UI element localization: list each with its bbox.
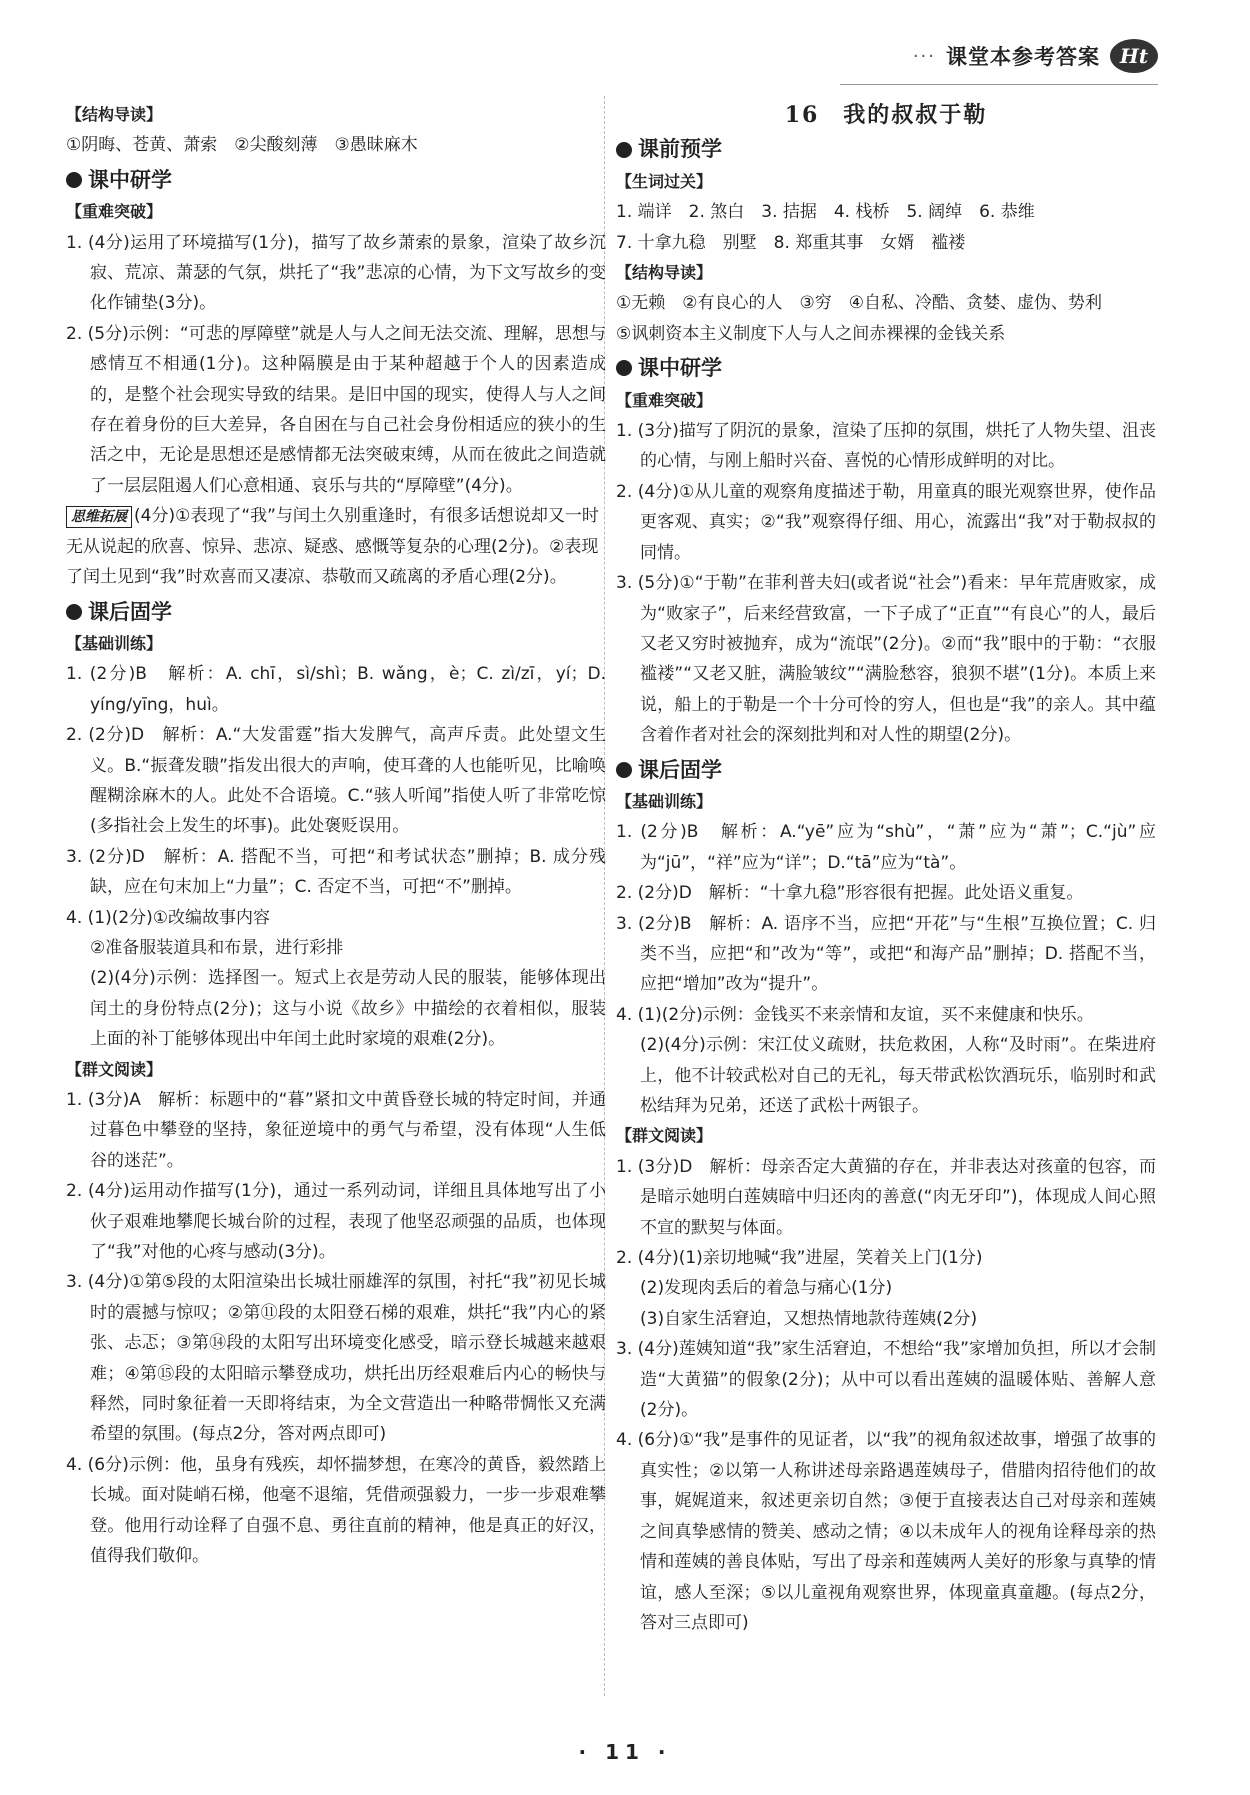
- answer-item: 2. (2分)D 解析：A.“大发雷霆”指大发脾气，高声斥责。此处望文生义。B.“振聋发聩”指发出很大的声响，使耳聋的人也能听见，比喻唤醒糊涂麻木的人。此处不合语境。C.“骇人听闻”指使人听了非常吃惊(多指社会上发生的坏事)。此处褒贬误用。: [66, 725, 606, 837]
- answer-item: 3. (4分)莲姨知道“我”家生活窘迫，不想给“我”家增加负担，所以才会制造“大黄猫”的假象(2分)；从中可以看出莲姨的温暖体贴、善解人意(2分)。: [616, 1339, 1156, 1421]
- answer-item: 2. (2分)D 解析：“十拿九稳”形容很有把握。此处语义重复。: [616, 883, 1084, 904]
- answer-item: 3. (2分)D 解析：A. 搭配不当，可把“和考试状态”删掉；B. 成分残缺，应在句末加上“力量”；C. 否定不当，可把“不”删掉。: [66, 846, 606, 898]
- answer-item: 4. (6分)①“我”是事件的见证者，以“我”的视角叙述故事，增强了故事的真实性；②以第一人称讲述母亲路遇莲姨母子，借腊肉招待他们的故事，娓娓道来，叙述更亲切自然；③便于直接表达自己对母亲和莲姨之间真挚感情的赞美、感动之情；④以未成年人的视角诠释母亲的热情和莲姨的善良体贴，写出了母亲和莲姨两人美好的形象与真挚的情谊，感人至深；⑤以儿童视角观察世界，体现童真童趣。(每点2分，答对三点即可): [616, 1430, 1156, 1633]
- answer-sub: (2)(4分)示例：宋江仗义疏财，扶危救困，人称“及时雨”。在柴进府上，他不计较武松对自己的无礼，每天带武松饮酒玩乐，临别时和武松结拜为兄弟，还送了武松十两银子。: [640, 1035, 1156, 1116]
- bullet-icon: [616, 360, 632, 376]
- bullet-icon: [616, 762, 632, 778]
- answer-item: 3. (4分)①第⑤段的太阳渲染出长城壮丽雄浑的氛围，衬托“我”初见长城时的震撼与惊叹；②第⑪段的太阳登石梯的艰难，烘托“我”内心的紧张、忐忑；③第⑭段的太阳写出环境变化感受，暗示登长城越来越艰难；④第⑮段的太阳暗示攀登成功，烘托出历经艰难后内心的畅快与释然，同时象征着一天即将结束，为全文营造出一种略带惆怅又充满希望的氛围。(每点2分，答对两点即可): [66, 1272, 606, 1445]
- header-dots: ···: [912, 45, 936, 67]
- answer-item: 2. (5分)示例：“可悲的厚障壁”就是人与人之间无法交流、理解，思想与感情互不相通(1分)。这种隔膜是由于某种超越于个人的因素造成的，是整个社会现实导致的结果。是旧中国的现实，使得人与人之间存在着身份的巨大差异，各自困在与自己社会身份相适应的狭小的生活之中，无论是思想还是感情都无法突破束缚，从而在彼此之间造就了一层层阻遏人们心意相通、哀乐与共的“厚障壁”(4分)。: [66, 323, 606, 496]
- section-title: 课后固学: [638, 757, 722, 782]
- left-column: [66, 100, 606, 1572]
- answer-item: 2. (4分)运用动作描写(1分)，通过一系列动词，详细且具体地写出了小伙子艰难地攀爬长城台阶的过程，表现了他坚忍顽强的品质，也体现了“我”对他的心疼与感动(3分)。: [66, 1181, 606, 1263]
- struct-text: ⑤讽刺资本主义制度下人与人之间赤裸裸的金钱关系: [616, 323, 1006, 344]
- section-heading: [616, 353, 1156, 383]
- answer-item: 1. (3分)D 解析：母亲否定大黄猫的存在，并非表达对孩童的包容，而是暗示她明白莲姨暗中归还肉的善意(“肉无牙印”)，体现成人间心照不宣的默契与体面。: [616, 1156, 1156, 1238]
- jichu-tag: 【基础训练】: [616, 791, 713, 811]
- section-heading: [616, 134, 1156, 164]
- answer-sub: ②准备服装道具和布景，进行彩排: [90, 937, 344, 958]
- answer-sub: (2)(4分)示例：选择图一。短式上衣是劳动人民的服装，能够体现出闰土的身份特点(2分)；这与小说《故乡》中描绘的衣着相似，服装上面的补丁能够体现出中年闰土此时家境的艰难(2分)。: [90, 968, 606, 1050]
- bullet-icon: [66, 604, 82, 620]
- qunwen-tag: 【群文阅读】: [616, 1126, 713, 1146]
- section-title: 课中研学: [638, 356, 722, 381]
- page-number: · 11 ·: [578, 1740, 672, 1764]
- answer-item: 1. (4分)运用了环境描写(1分)，描写了故乡萧索的景象，渲染了故乡沉寂、荒凉、萧瑟的气氛，烘托了“我”悲凉的心情，为下文写故乡的变化作铺垫(3分)。: [66, 232, 606, 314]
- answer-item: 2. (4分)①从儿童的观察角度描述于勒，用童真的眼光观察世界，使作品更客观、真实；②“我”观察得仔细、用心，流露出“我”对于勒叔叔的同情。: [616, 481, 1156, 563]
- right-column: [616, 100, 1156, 1638]
- page-header: [913, 36, 1158, 76]
- header-title: 课堂本参考答案: [946, 45, 1100, 69]
- answer-item: 3. (5分)①“于勒”在菲利普夫妇(或者说“社会”)看来：早年荒唐败家，成为“败家子”，后来经营致富，一下子成了“正直”“有良心”的人，最后又老又穷时被抛弃，成为“流氓”(2分)。②而“我”眼中的于勒：“衣服褴褛”“又老又脏，满脸皱纹”“满脸愁容，狼狈不堪”(1分)。本质上来说，船上的于勒是一个十分可怜的穷人，但也是“我”的亲人。其中蕴含着作者对社会的深刻批判和对人性的期望(2分)。: [616, 573, 1156, 746]
- answer-sub: (2)发现肉丢后的着急与痛心(1分): [640, 1278, 893, 1299]
- struct-text: ①阴晦、苍黄、萧索 ②尖酸刻薄 ③愚昧麻木: [66, 135, 418, 156]
- brand-logo: Ht: [1110, 39, 1158, 73]
- section-heading: [66, 165, 606, 195]
- answer-item: 4. (6分)示例：他，虽身有残疾，却怀揣梦想，在寒冷的黄昏，毅然踏上长城。面对陡峭石梯，他毫不退缩，凭借顽强毅力，一步一步艰难攀登。他用行动诠释了自强不息、勇往直前的精神，他是真正的好汉，值得我们敬仰。: [66, 1454, 606, 1567]
- struct-text: ①无赖 ②有良心的人 ③穷 ④自私、冷酷、贪婪、虚伪、势利: [616, 293, 1102, 314]
- answer-item: 4. (1)(2分)①改编故事内容: [66, 907, 271, 928]
- qunwen-tag: 【群文阅读】: [66, 1059, 163, 1079]
- header-rule: [840, 84, 1158, 85]
- section-title: 课后固学: [88, 599, 172, 624]
- answer-item: 4. (1)(2分)示例：金钱买不来亲情和友谊，买不来健康和快乐。: [616, 1004, 1094, 1025]
- answer-item: 1. (2分)B 解析：A. chī，sì/shì；B. wǎng，è；C. zì/zī，yí；D. yíng/yīng，huì。: [66, 664, 606, 715]
- struct-tag: 【结构导读】: [66, 105, 163, 124]
- vocab-line: 1. 端详 2. 煞白 3. 拮据 4. 栈桥 5. 阔绰 6. 恭维: [616, 202, 1035, 223]
- siwei-tag: 思维拓展: [66, 506, 132, 528]
- answer-item: 2. (4分)(1)亲切地喊“我”进屋，笑着关上门(1分): [616, 1248, 983, 1269]
- bullet-icon: [616, 142, 632, 158]
- section-title: 课中研学: [88, 167, 172, 192]
- zhongnan-tag: 【重难突破】: [616, 390, 713, 410]
- section-heading: [66, 597, 606, 627]
- section-title: 课前预学: [638, 137, 722, 162]
- answer-item: 1. (3分)A 解析：标题中的“暮”紧扣文中黄昏登长城的特定时间，并通过暮色中攀登的坚持，象征逆境中的勇气与希望，没有体现“人生低谷的迷茫”。: [66, 1090, 606, 1171]
- struct-tag: 【结构导读】: [616, 263, 713, 283]
- section-heading: [616, 755, 1156, 785]
- vocab-line: 7. 十拿九稳 别墅 8. 郑重其事 女婿 褴褛: [616, 232, 966, 253]
- answer-sub: (3)自家生活窘迫，又想热情地款待莲姨(2分): [640, 1308, 978, 1329]
- siwei-block: [66, 501, 606, 592]
- bullet-icon: [66, 172, 82, 188]
- answer-item: 1. (3分)描写了阴沉的景象，渲染了压抑的氛围，烘托了人物失望、沮丧的心情，与刚上船时兴奋、喜悦的心情形成鲜明的对比。: [616, 421, 1156, 472]
- answer-item: 3. (2分)B 解析：A. 语序不当，应把“开花”与“生根”互换位置；C. 归类不当，应把“和”改为“等”，或把“和海产品”删掉；D. 搭配不当，应把“增加”改为“提升”。: [616, 913, 1156, 995]
- jichu-tag: 【基础训练】: [66, 633, 163, 653]
- siwei-text: (4分)①表现了“我”与闰土久别重逢时，有很多话想说却又一时无从说起的欣喜、惊异、悲凉、疑惑、感慨等复杂的心理(2分)。②表现了闰土见到“我”时欢喜而又凄凉、恭敬而又疏离的矛盾心理(2分)。: [66, 506, 599, 588]
- shengci-tag: 【生词过关】: [616, 171, 713, 191]
- lesson-title: 16 我的叔叔于勒: [784, 102, 988, 128]
- zhongnan-tag: 【重难突破】: [66, 202, 163, 222]
- answer-item: 1. (2分)B 解析：A.“yē”应为“shù”，“萧”应为“萧”；C.“jù”应为“jū”，“祥”应为“详”；D.“tā”应为“tà”。: [616, 822, 1156, 873]
